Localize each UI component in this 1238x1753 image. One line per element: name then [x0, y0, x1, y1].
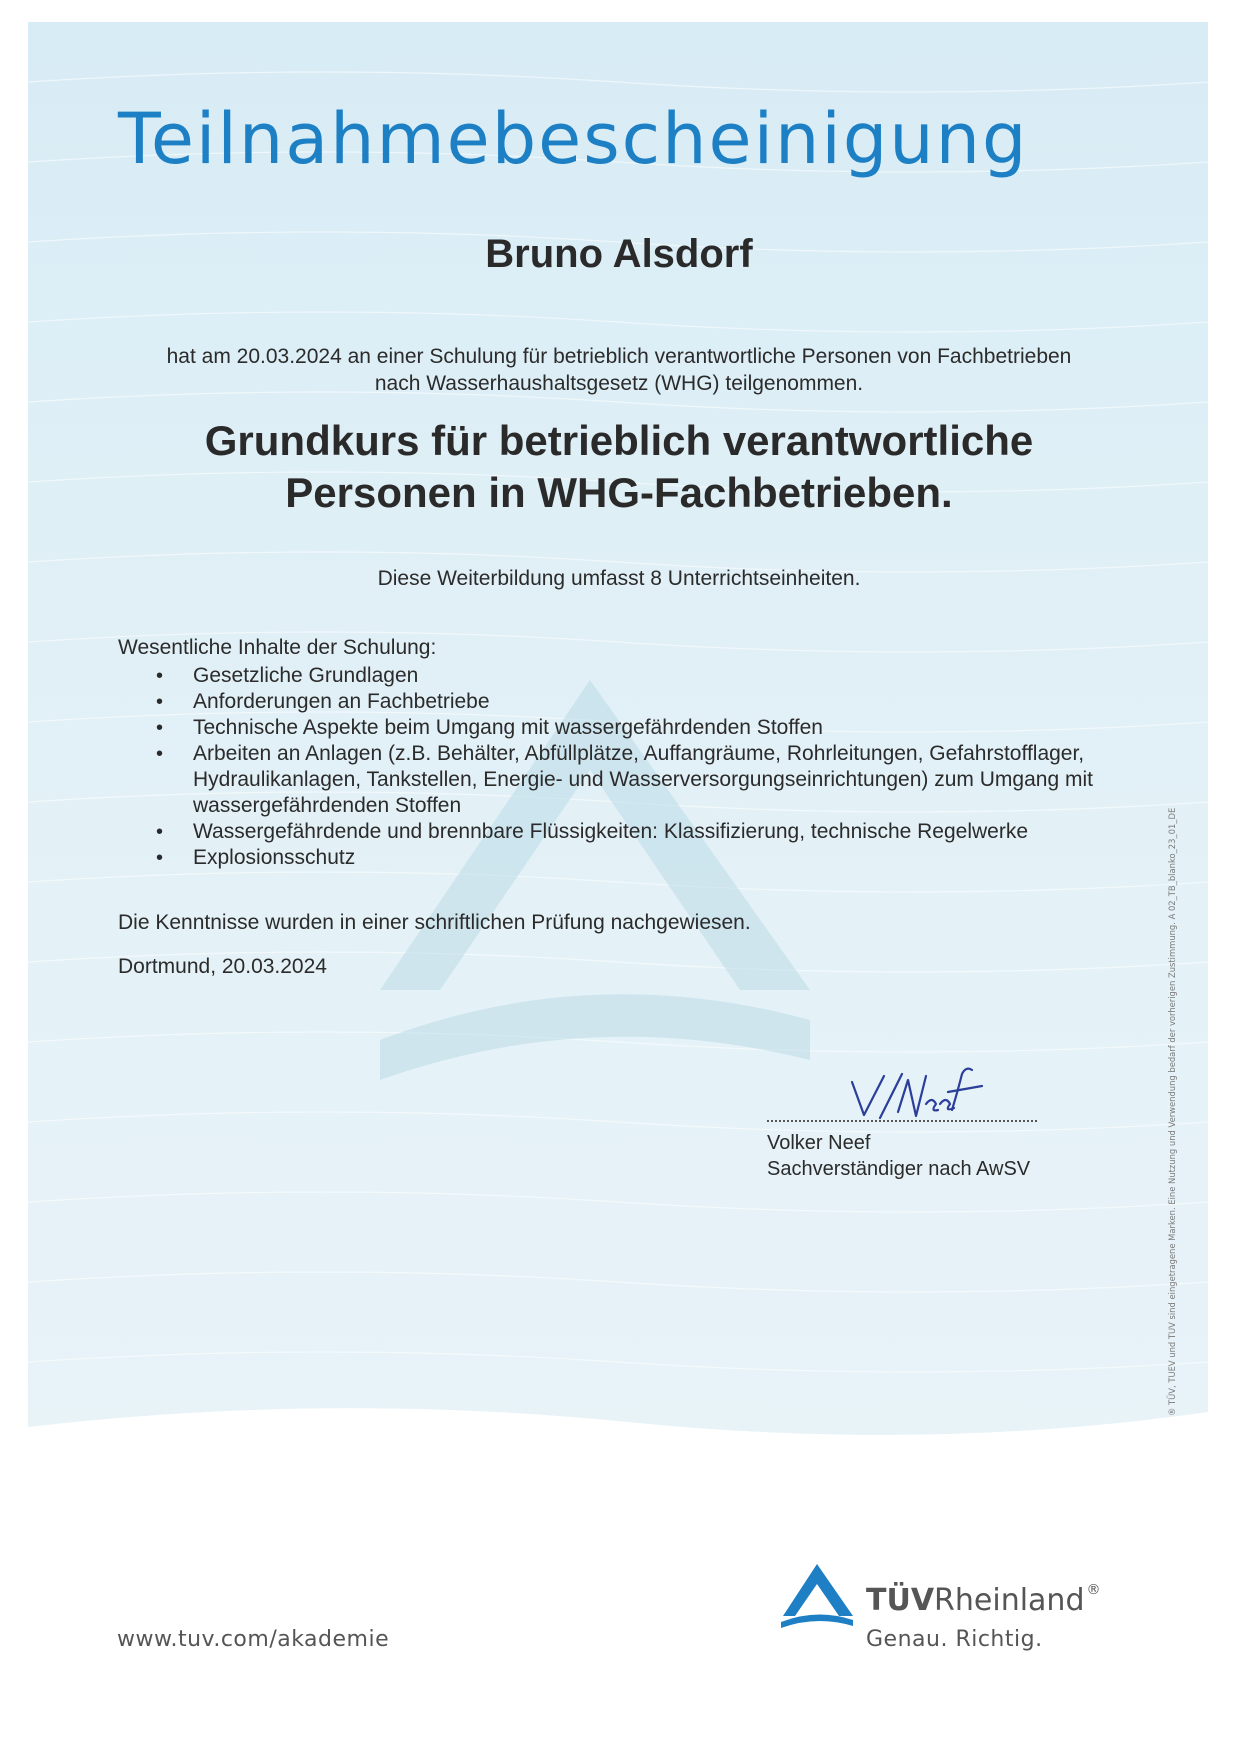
contents-list — [118, 663, 1118, 871]
contents-list-item: • Gesetzliche Grundlagen — [118, 663, 1118, 689]
participant-name: Bruno Alsdorf — [485, 232, 753, 276]
handwritten-signature — [840, 1060, 990, 1135]
contents-list-item: • Wassergefährdende und brennbare Flüssigkeiten: Klassifizierung, technische Regelwerke — [118, 819, 1118, 845]
contents-heading: Wesentliche Inhalte der Schulung: — [118, 636, 437, 659]
course-title-line: Personen in WHG-Fachbetrieben. — [285, 469, 953, 516]
trademark-side-note: ® TÜV, TUEV und TUV sind eingetragene Marken. Eine Nutzung und Verwendung bedarf der vorherigen Zustimmung. A 02_TB_blanko_23_01_DE — [1167, 807, 1177, 1416]
participation-statement — [100, 343, 1138, 397]
brand-tuv: TÜV — [866, 1583, 935, 1618]
signatory-block — [767, 1130, 1030, 1182]
participation-statement-line: hat am 20.03.2024 an einer Schulung für betrieblich verantwortliche Personen von Fachbetrieben — [166, 345, 1072, 368]
tuv-triangle-logo-icon — [779, 1562, 855, 1628]
contents-list-item: • Explosionsschutz — [118, 845, 1118, 871]
place-and-date: Dortmund, 20.03.2024 — [118, 955, 327, 978]
training-scope: Diese Weiterbildung umfasst 8 Unterrichtseinheiten. — [377, 567, 861, 590]
signature-line — [767, 1120, 1037, 1122]
course-title — [60, 415, 1178, 519]
brand-tagline: Genau. Richtig. — [866, 1627, 1043, 1652]
participation-statement-line: nach Wasserhaushaltsgesetz (WHG) teilgenommen. — [374, 372, 864, 395]
registered-mark: ® — [1086, 1582, 1101, 1598]
contents-list-item: • Anforderungen an Fachbetriebe — [118, 689, 1118, 715]
exam-statement: Die Kenntnisse wurden in einer schriftlichen Prüfung nachgewiesen. — [118, 911, 751, 934]
course-title-line: Grundkurs für betrieblich verantwortliche — [204, 417, 1034, 464]
signatory-name: Volker Neef — [767, 1132, 871, 1154]
brand-rheinland: Rheinland — [934, 1583, 1085, 1618]
certificate-title: Teilnahmebescheinigung — [118, 98, 1029, 180]
academy-url[interactable]: www.tuv.com/akademie — [117, 1627, 390, 1652]
signatory-role: Sachverständiger nach AwSV — [767, 1158, 1031, 1180]
contents-list-item: • Technische Aspekte beim Umgang mit wassergefährdenden Stoffen — [118, 715, 1118, 741]
contents-list-item: • Arbeiten an Anlagen (z.B. Behälter, Abfüllplätze, Auffangräume, Rohrleitungen, Gefahrstofflager, Hydraulikanlagen, Tankstellen, Energie- und Wasserversorgungseinrichtungen) zum Umgang mit wassergefährdenden Stoffen — [118, 741, 1118, 819]
tuv-rheinland-brand — [866, 1582, 1101, 1618]
